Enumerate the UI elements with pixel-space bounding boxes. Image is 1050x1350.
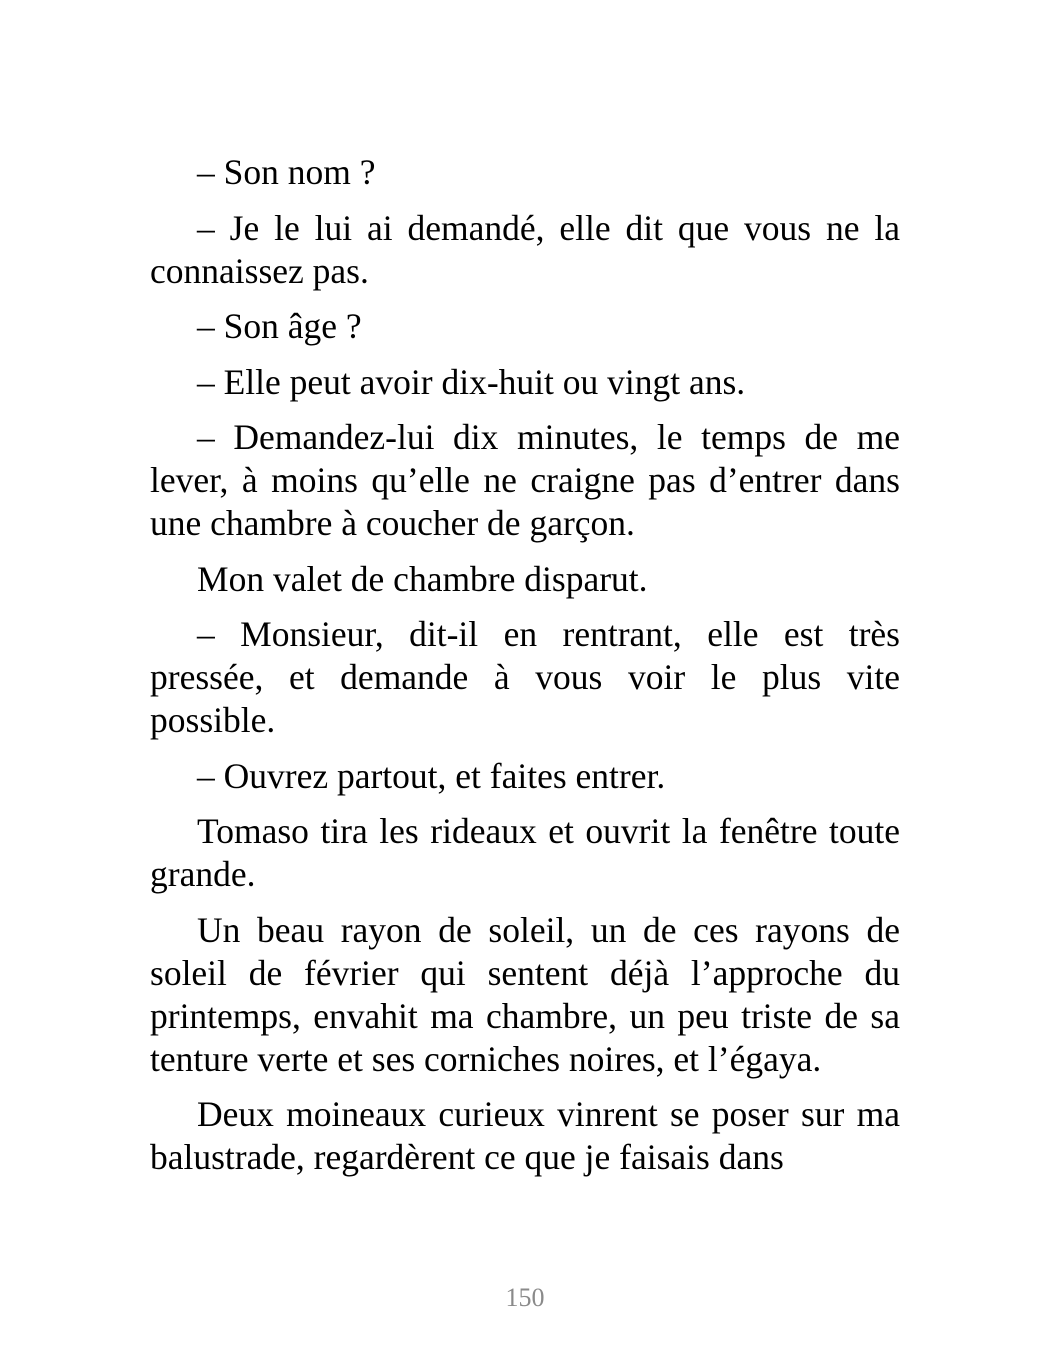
paragraph: – Ouvrez partout, et faites entrer. bbox=[197, 755, 666, 796]
page-body bbox=[150, 151, 900, 1192]
paragraph: Tomaso tira les rideaux et ouvrit la fenêtre toute grande. bbox=[150, 811, 900, 894]
paragraph: – Elle peut avoir dix-huit ou vingt ans. bbox=[197, 361, 746, 402]
paragraph: Mon valet de chambre disparut. bbox=[197, 558, 648, 599]
paragraph: – Je le lui ai demandé, elle dit que vous ne la connaissez pas. bbox=[150, 207, 900, 291]
paragraph: – Demandez-lui dix minutes, le temps de me lever, à moins qu’elle ne craigne pas d’entrer dans une chambre à coucher de garçon. bbox=[150, 417, 900, 543]
paragraph: Deux moineaux curieux vinrent se poser sur ma balustrade, regardèrent ce que je faisais dans bbox=[150, 1094, 900, 1177]
paragraph: – Son âge ? bbox=[197, 306, 362, 346]
paragraph: – Son nom ? bbox=[197, 152, 376, 192]
paragraph: Un beau rayon de soleil, un de ces rayons de soleil de février qui sentent déjà l’approche du printemps, envahit ma chambre, un peu triste de sa tenture verte et ses corniches noires, et l’égaya. bbox=[150, 909, 900, 1079]
page-number: 150 bbox=[505, 1283, 545, 1312]
paragraph: – Monsieur, dit-il en rentrant, elle est très pressée, et demande à vous voir le plus vite possible. bbox=[150, 614, 900, 740]
